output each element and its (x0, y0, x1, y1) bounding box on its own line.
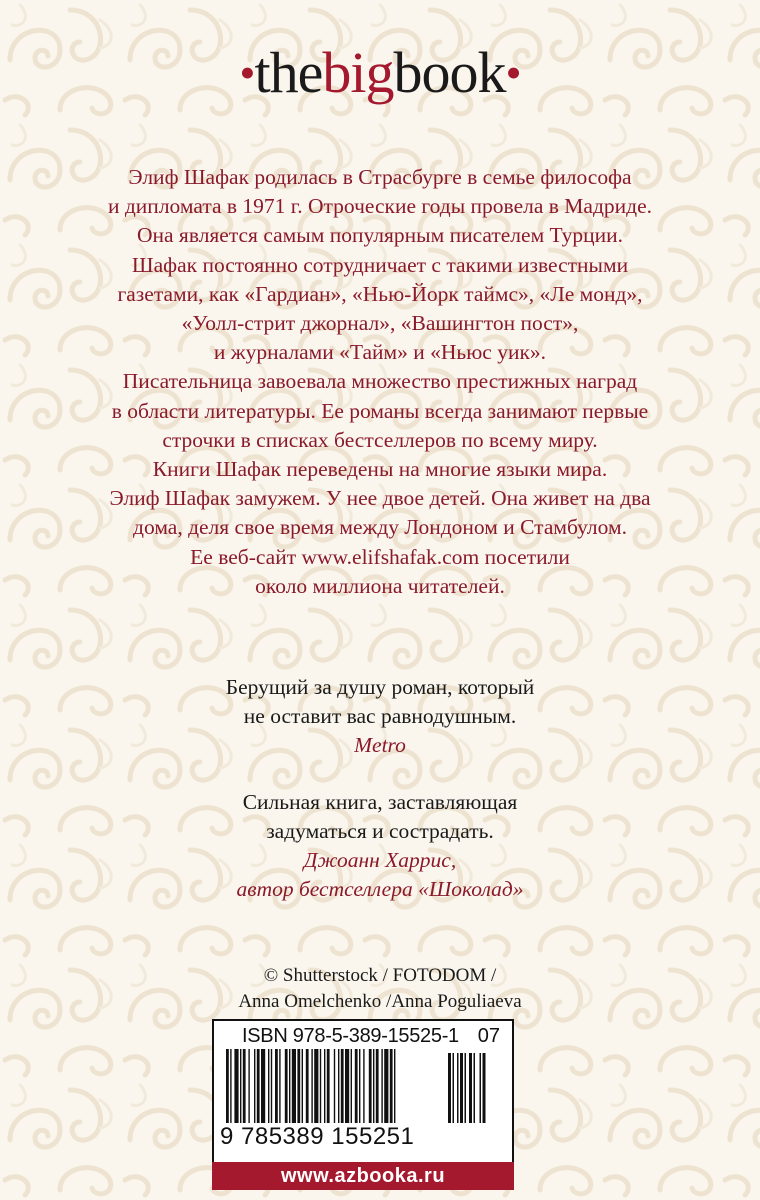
barcode-addon-bar (469, 1053, 472, 1123)
quote-line: не оставит вас равнодушным. (243, 704, 517, 728)
publisher-logo (0, 38, 760, 112)
barcode-bar (334, 1049, 335, 1123)
barcode-digits: 9 785389 155251 (220, 1123, 415, 1150)
bio-line: строчки в списках бестселлеров по всему миру. (162, 427, 598, 452)
bio-line: «Уолл-стрит джорнал», «Вашингтон пост», (181, 311, 579, 336)
bio-line: и дипломата в 1971 г. Отроческие годы провела в Мадриде. (107, 194, 653, 219)
barcode-bar (248, 1049, 249, 1123)
barcode-bar (338, 1049, 339, 1123)
barcode-addon-bar (483, 1053, 486, 1123)
barcode-bar (341, 1049, 344, 1123)
barcode-addon-bar (453, 1053, 455, 1123)
bio-line: Книги Шафак переведены на многие языки мира. (152, 457, 608, 482)
bio-line: Она является самым популярным писателем Турции. (136, 223, 624, 248)
bio-line: Писательница завоевала множество престижных наград (122, 369, 638, 394)
barcode-bar (345, 1049, 349, 1123)
bio-line: Элиф Шафак замужем. У нее двое детей. Она живет на два (109, 486, 651, 511)
barcode-bar (257, 1049, 260, 1123)
isbn-number: ISBN 978-5-389-15525-1 (242, 1025, 459, 1047)
barcode-bar (279, 1049, 280, 1123)
barcode-bar (297, 1049, 300, 1123)
bio-line: дома, деля свое время между Лондоном и Стамбулом. (133, 515, 627, 540)
bio-line: около миллиона читателей. (255, 573, 505, 598)
credits-line: © Shutterstock / FOTODOM / (263, 965, 497, 986)
barcode-bar (226, 1049, 229, 1123)
barcode-bar (327, 1049, 330, 1123)
isbn-barcode (212, 1019, 514, 1165)
barcode-bar (306, 1049, 309, 1123)
credits-line: Anna Omelchenko /Anna Poguliaeva (238, 991, 522, 1012)
barcode-bar (243, 1049, 246, 1123)
barcode-bar (381, 1049, 382, 1123)
barcode-addon-bar (480, 1053, 482, 1123)
barcode-bar (261, 1049, 265, 1123)
barcode-bar (384, 1049, 388, 1123)
bio-line: газетами, как «Гардиан», «Нью-Йорк таймс», «Ле монд», (117, 281, 643, 306)
author-biography (60, 163, 700, 601)
review-quote-metro (80, 673, 680, 760)
barcode-bar (311, 1049, 312, 1123)
barcode-bar (275, 1049, 278, 1123)
barcode-bar (324, 1049, 325, 1123)
photo-credits (80, 963, 680, 1015)
logo-book: book (393, 40, 506, 105)
barcode-bar (390, 1049, 393, 1123)
barcode-bar (363, 1049, 364, 1123)
bio-line: Ее веб-сайт www.elifshafak.com посетили (190, 544, 570, 569)
barcode-addon-bar (448, 1053, 451, 1123)
isbn-addon: 07 (477, 1025, 500, 1047)
barcode-bars (226, 1049, 498, 1127)
quote-line: Берущий за душу роман, который (225, 675, 535, 699)
barcode-bar (351, 1049, 352, 1123)
bio-line: Элиф Шафак родилась в Страсбурге в семье философа (128, 165, 632, 189)
barcode-bar (373, 1049, 374, 1123)
barcode-bar (314, 1049, 318, 1123)
logo-the: the (254, 40, 323, 105)
logo-dot-left: • (239, 47, 255, 98)
barcode-bar (355, 1049, 358, 1123)
quote-source: автор бестселлера «Шоколад» (236, 877, 524, 901)
publisher-website: www.azbooka.ru (212, 1162, 514, 1190)
barcode-bar (376, 1049, 379, 1123)
barcode-bar (268, 1049, 269, 1123)
barcode-addon-bar (460, 1053, 463, 1123)
quote-line: Сильная книга, заставляющая (242, 790, 518, 814)
barcode-bar (230, 1049, 231, 1123)
barcode-bar (359, 1049, 360, 1123)
bio-line: в области литературы. Ее романы всегда занимают первые (111, 398, 649, 423)
barcode-bar (234, 1049, 238, 1123)
barcode-bar (369, 1049, 372, 1123)
barcode-addon-bar (465, 1053, 467, 1123)
barcode-addon-bar (457, 1053, 459, 1123)
barcode-bar (271, 1049, 272, 1123)
quote-line: задуматься и сострадать. (266, 819, 494, 843)
bio-line: и журналами «Тайм» и «Ньюс уик». (213, 340, 547, 365)
quote-source: Metro (354, 733, 406, 757)
logo-dot-right: • (505, 47, 521, 98)
barcode-bar (320, 1049, 321, 1123)
barcode-bar (285, 1049, 288, 1123)
quote-source: Джоанн Харрис, (303, 848, 457, 872)
logo-big: big (322, 40, 394, 105)
barcode-bar (240, 1049, 241, 1123)
barcode-bar (394, 1049, 395, 1123)
barcode-addon-bar (474, 1053, 476, 1123)
barcode-bar (289, 1049, 290, 1123)
barcode-bar (254, 1049, 255, 1123)
bio-line: Шафак постоянно сотрудничает с такими известными (131, 252, 629, 277)
barcode-bar (302, 1049, 303, 1123)
barcode-bar (292, 1049, 296, 1123)
review-quote-harris (80, 788, 680, 904)
